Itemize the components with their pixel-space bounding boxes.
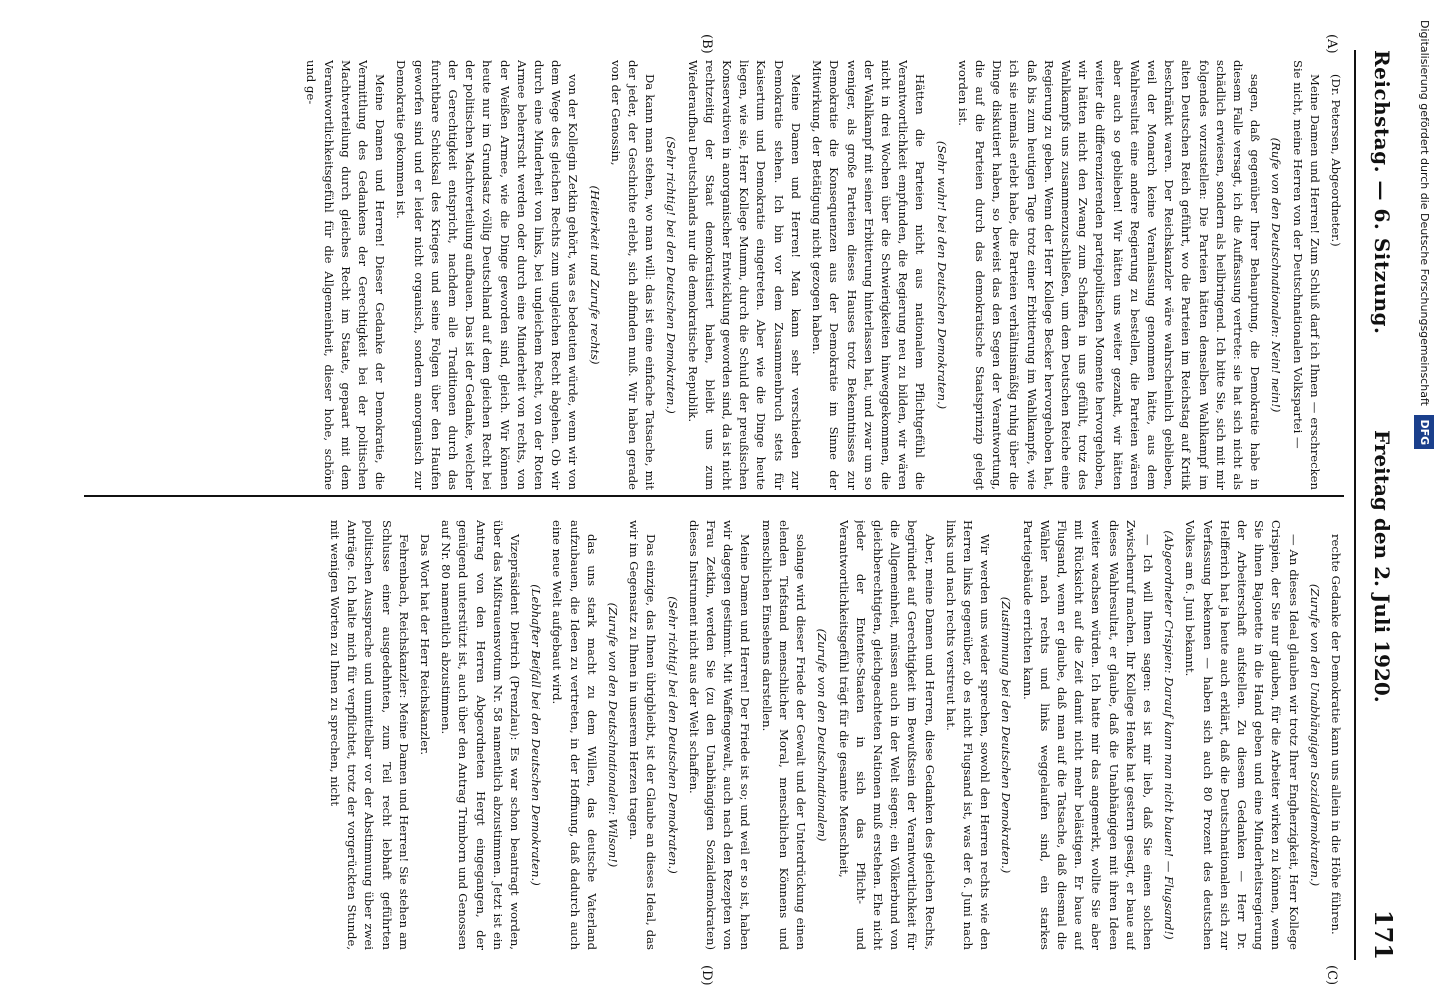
interjection: (Zustimmung bei den Deutschen Demokraten.) — [999, 596, 1014, 874]
interjection: (Rufe von den Deutschnationalen: Nein! nein!) — [1269, 137, 1284, 413]
paragraph: Fehrenbach, Reichskanzler: Meine Damen und Herren! Sie stehen am Schlusse einer ausgedehnten, zum Teil recht lebhaft geführten politischen Aussprache und unmittelbar vor der Abstimmung über zwei Anträge. Ich halte mich für verpflichtet, trotz der vorgerückten Stunde, mit wenigen Worten zu Ihnen zu sprechen, nicht — [328, 520, 411, 950]
interjection: (Sehr richtig! bei den Deutschen Demokraten.) — [664, 136, 679, 414]
paragraph: Wir werden uns wieder sprechen, sowohl den Herren rechts wie den Herren links gegenüber, ob es nicht Flugsand ist, was der 6. Juni nach links und nach rechts verstreut hat. — [943, 520, 993, 950]
paragraph: Hätten die Parteien nicht aus nationalem Pflichtgefühl die Verantwortlichkeit empfunden, die Regierung neu zu bilden, wir wären nicht in drei Wochen über die Schwierigkeiten hinweggekommen, die der Wahlkampf mit seiner Erbitterung hinterlassen hat, und zwar um so weniger, als große Parteien dieses Hauses trotz Bekenntnisses zur Demokratie die Konsequenzen aus der Demokratie im Sinne der Mitwirkung, der Betätigung nicht gezogen haben. — [810, 60, 928, 490]
header-rule — [1354, 50, 1356, 960]
header-date: Freitag den 2. Juli 1920. — [1370, 430, 1394, 703]
margin-letter-a: (A) — [1324, 34, 1339, 54]
paragraph: — Ich will Ihnen sagen: es ist mir lieb, daß Sie einen solchen Zwischenruf machen. Ihr Kollege Henke hat gestern gesagt, er baue auf dieses Wahlresultat, er glaube, daß die Unabhängigen mit ihren Ideen weiter wachsen würden. Ich hatte mir das angemerkt, wollte Sie aber mit Rücksicht auf die Zeit damit nicht mehr belästigen. Er baue auf Flugsand, wenn er glaube, daß man auf die Tatsache, daß diesmal die Wähler nach rechts und links weggelaufen sind, ein starkes Parteigebäude errichten kann. — [1020, 520, 1155, 950]
digitization-credit — [1414, 0, 1434, 1000]
paragraph: das uns stark macht zu dem Willen, das deutsche Vaterland aufzubauen, die Ideen zu vertreten, in der Hoffnung, daß dadurch auch eine neue Welt aufgebaut wird. — [550, 520, 599, 950]
margin-letter-c: (C) — [1324, 965, 1339, 986]
paragraph: rechte Gedanke der Demokratie kann uns allein in die Höhe führen. — [1329, 534, 1343, 935]
paragraph: Meine Damen und Herren! Der Friede ist so; und weil er so ist, haben wir dagegen gestimmt. Mit Waffengewalt, auch nach den Rezepten von Frau Zetkin, werden Sie (zu den Unabhängigen Sozialdemokraten) dieses Instrument nicht aus der Welt schaffen. — [686, 520, 753, 950]
page-number: 171 — [1369, 909, 1398, 960]
left-text-column — [84, 60, 1344, 490]
interjection: (Sehr richtig! bei den Deutschen Demokraten.) — [665, 596, 680, 874]
interjection: (Zurufe von den Deutschnationalen) — [815, 628, 830, 842]
margin-letter-b: (B) — [699, 34, 714, 54]
paragraph: — An dieses Ideal glauben wir trotz Ihrer Engherzigkeit, Herr Kollege Crispien, der Sie nur glauben, für die Arbeiter wirken zu können, wenn Sie ihnen Bajonette in die Hand geben und eine Minderheitsregierung der Arbeiterschaft aufstellen. Zu diesem Gedanken — Herr Dr. Helfferich hat ja heute auch erklärt, daß die Deutschnationalen sich zur Verfassung bekennen — haben sich auch 80 Prozent des deutschen Volkes am 6. Juni bekannt. — [1183, 520, 1301, 950]
paragraph: Vizepräsident Dietrich (Prenzlau): Es war schon beantragt worden, über das Mißtrauensvotum Nr. 58 namentlich abzustimmen. Jetzt ist ein Antrag von den Herren Abgeordneten Hergt eingegangen, der genügend unterstützt ist, auch über den Antrag Trimborn und Genossen auf Nr. 80 namentlich abzustimmen. — [439, 520, 523, 950]
header-session: Reichstag. — 6. Sitzung. — [1370, 50, 1394, 335]
paragraph: Meine Damen und Herren! Zum Schluß darf ich Ihnen — erschrecken Sie nicht, meine Herren von der Deutschnationalen Volkspartei — — [1290, 60, 1322, 490]
margin-letter-d: (D) — [699, 965, 714, 986]
interjection: (Heiterkeit und Zurufe rechts) — [587, 185, 602, 365]
page-header — [1354, 50, 1404, 960]
paragraph: von der Kollegin Zetkin gehört, was es bedeuten würde, wenn wir von dem Wege des gleichen Rechts zum ungleichen Recht abgehen. Ob wir durch eine Minderheit von links, bei ungleichem Recht, von der Roten Armee beherrscht werden oder durch eine Minderheit von rechts, von der Weißen Armee, wie die Dinge geworden sind, gleich. Wir können heute nur im Grundsatz völlig Deutschland auf dem gleichen Recht bei der politischen Machtverteilung aufbauen. Das ist der Gedanke, welcher der Gerechtigkeit entspricht, nachdem alle Traditionen durch das furchtbare Schicksal des Krieges und seine Folgen über den Haufen geworfen sind und er leider nicht organisch, sondern anorganisch zur Demokratie gekommen ist. — [394, 60, 581, 490]
interjection: (Lebhafter Beifall bei den Deutschen Demokraten.) — [529, 584, 544, 886]
paragraph: Da kann man stehen, wo man will: das ist eine einfache Tatsache, mit der jeder, der Geschichte erlebt, sich abfinden muß. Wir haben gerade von der Genossin, — [608, 60, 658, 490]
column-divider — [84, 495, 1344, 497]
interjection: (Abgeordneter Crispien: Darauf kann man nicht bauen! — Flugsand!) — [1162, 530, 1177, 940]
paragraph: Meine Damen und Herren! Dieser Gedanke der Demokratie, die Vermittlung des Gedankens der Gerechtigkeit bei der politischen Machtverteilung durch gleiches Recht im Staate, gepaart mit dem Verantwortlichkeitsgefühl für die Allgemeinheit, dieser hohe, schöne und ge- — [304, 60, 388, 490]
paragraph: Aber, meine Damen und Herren, diese Gedanken des gleichen Rechts, begründet auf Gerechtigkeit im Bewußtsein der Verantwortlichkeit für die Allgemeinheit, müssen auch in der Welt siegen; ein Völkerbund von gleichberechtigten, gleichgeachteten Nationen muß erstehen. Ehe nicht jeder der Entente-Staaten in sich das Pflicht- und Verantwortlichkeitsgefühl trägt für die gesamte Menschheit, — [836, 520, 937, 950]
paragraph: (Dr. Petersen, Abgeordneter.) — [1329, 74, 1343, 247]
paragraph: Das einzige, das Ihnen übrigbleibt, ist der Glaube an dieses Ideal, das wir im Gegensatz zu Ihnen in unserem Herzen tragen. — [627, 520, 659, 950]
dfg-logo: DFG — [1414, 415, 1434, 449]
right-text-column — [84, 520, 1344, 950]
interjection: (Sehr wahr! bei den Deutschen Demokraten.) — [934, 140, 949, 410]
paragraph: solange wird dieser Friede der Gewalt und der Unterdrückung einen elenden Tiefstand menschlicher Moral, menschlichen Könnens und menschlichen Einsehens darstellen. — [759, 520, 809, 950]
credit-text: Digitalisierung gefördert durch die Deutsche Forschungsgemeinschaft — [1418, 20, 1431, 406]
paragraph: Das Wort hat der Herr Reichskanzler. — [418, 534, 433, 756]
interjection: (Zurufe von den Unabhängigen Sozialdemokraten.) — [1307, 583, 1322, 887]
paragraph: sagen, daß gegenüber Ihrer Behauptung, die Demokratie habe in diesem Falle versagt, ich die Auffassung vertrete: sie hat sich nicht als schädlich erwiesen, sondern als heilbringend. Ich bitte Sie, sich mit mir folgendes vorzustellen: Die Parteien hätten denselben Wahlkampf im alten Deutschen Reich geführt, wo die Parteien im Reichstag auf Kritik beschränkt waren. Der Reichskanzler wäre wahrscheinlich geblieben, weil der Monarch keine Veranlassung genommen hätte, aus dem Wahlresultat eine andere Regierung zu bestellen, die Parteien wären aber auch so geblieben! Wir hätten uns weiter gezankt, wir hätten weiter die differenzierenden parteipolitischen Momente hervorgehoben, wir hätten nicht den Zwang zum Schaffen in uns gefühlt, trotz des Wahlkampfs uns zusammenzuschließen, um dem Deutschen Reiche eine Regierung zu geben. Wenn der Herr Kollege Becker hervorgehoben hat, daß bis zum heutigen Tage trotz einer Erbitterung im Wahlkampfe, wie ich sie niemals erlebt habe, die Parteien verhältnismäßig ruhig über die Dinge diskutiert haben, so beweist das den Segen der Verantwortung, die auf die Parteien durch das demokratische Staatsprinzip gelegt worden ist. — [955, 60, 1263, 490]
interjection: (Zurufe von den Deutschnationalen: Wilson!) — [606, 602, 621, 868]
paragraph: Meine Damen und Herren! Man kann sehr verschieden zur Demokratie stehen. Ich bin vor dem Zusammenbruch stets für Kaisertum und Demokratie eingetreten. Aber wie die Dinge heute liegen, wie sie, Herr Kollege Mumm, durch die Schuld der preußischen Konservativen in anorganischer Entwicklung geworden sind, da ist nicht rechtzeitig der Staat demokratisiert haben, bleibt uns zum Wiederaufbau Deutschlands nur die demokratische Republik. — [685, 60, 803, 490]
